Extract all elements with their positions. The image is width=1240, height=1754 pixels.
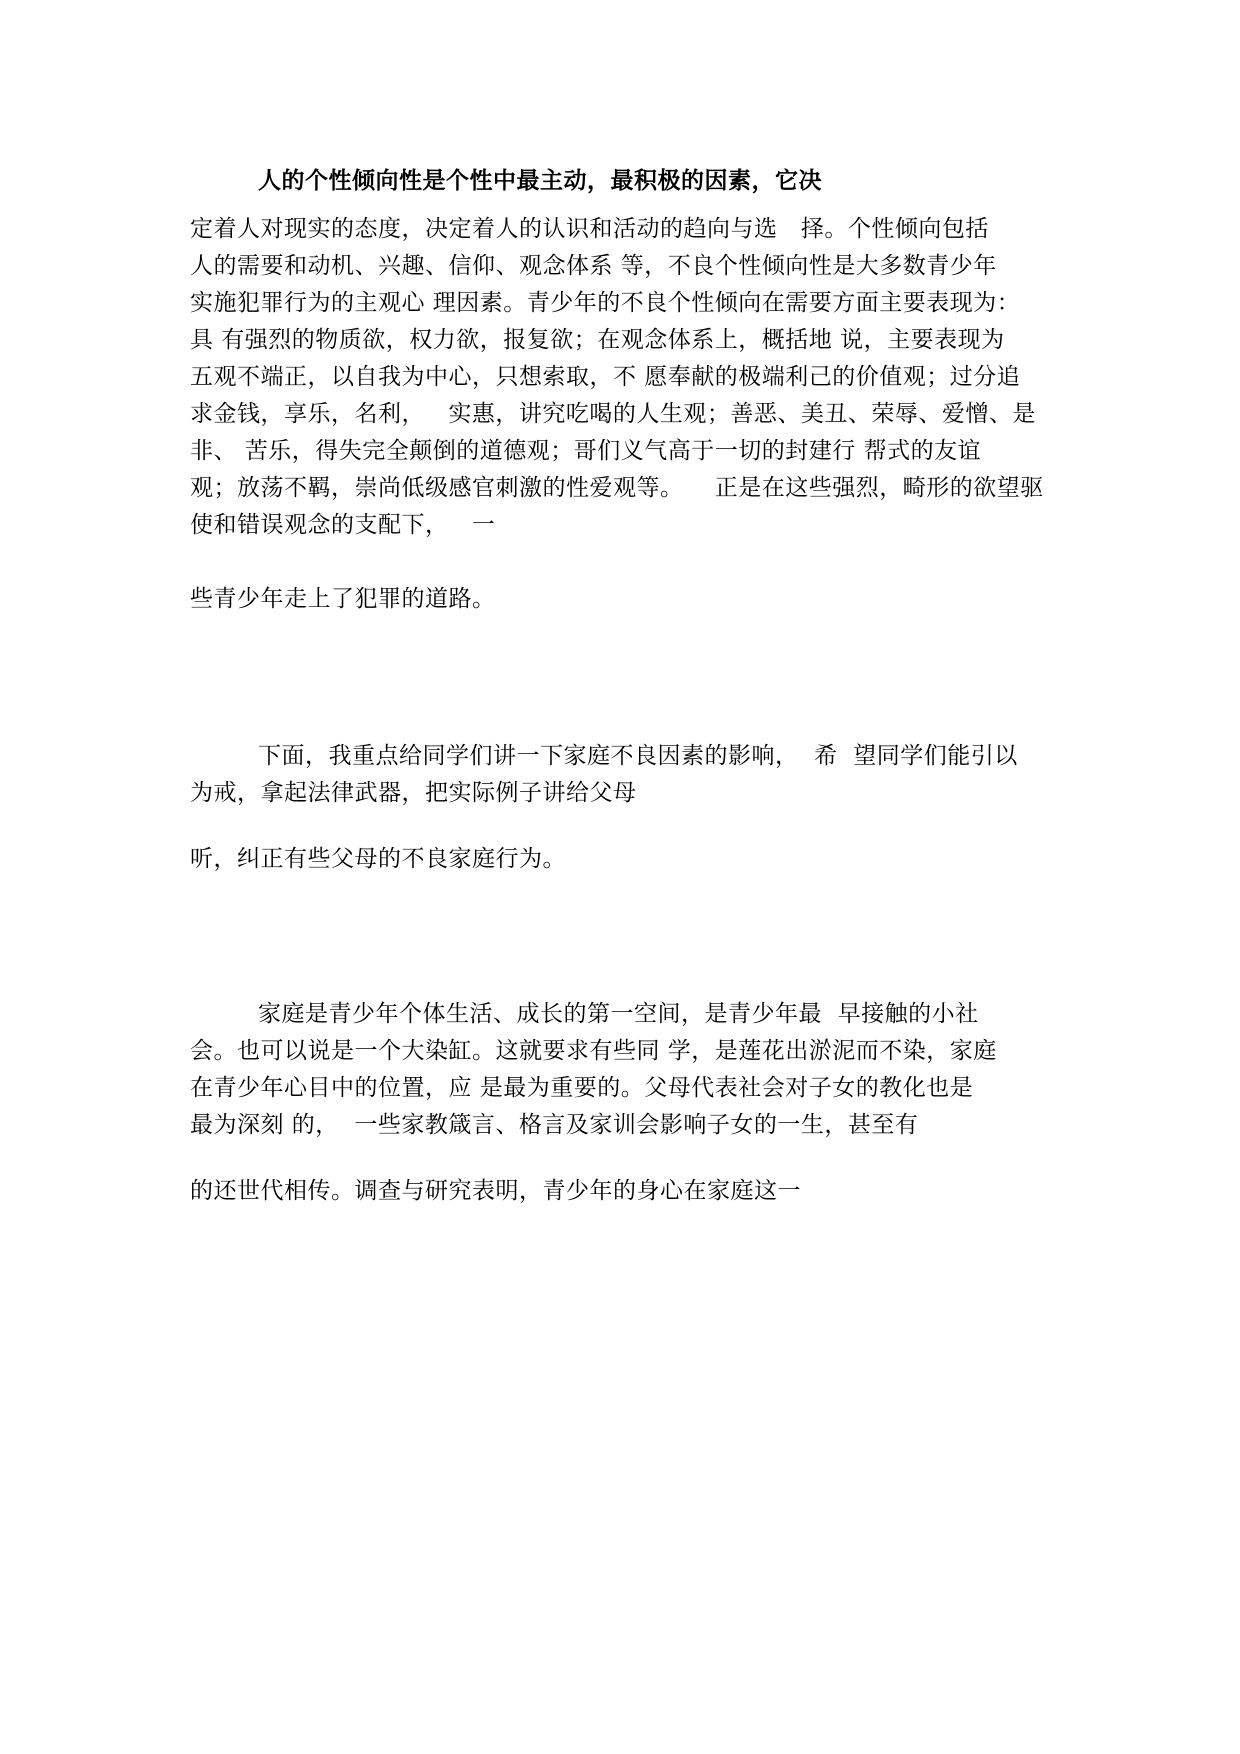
paragraph-line: 听，纠正有些父母的不良家庭行为。: [190, 846, 566, 872]
paragraph-line: 五观不端正，以自我为中心，只想索取，不 愿奉献的极端利己的价值观；过分追: [190, 364, 1021, 390]
paragraph-line: 观；放荡不羁，崇尚低级感官刺激的性爱观等。 正是在这些强烈，畸形的欲望驱: [190, 475, 1044, 501]
paragraph-line: 使和错误观念的支配下， 一: [190, 512, 496, 538]
paragraph-line: 实施犯罪行为的主观心 理因素。青少年的不良个性倾向在需要方面主要表现为：: [190, 290, 1021, 316]
paragraph-line: 会。也可以说是一个大染缸。这就要求有些同 学，是莲花出淤泥而不染，家庭: [190, 1038, 997, 1064]
paragraph-line: 为戒，拿起法律武器，把实际例子讲给父母: [190, 780, 637, 806]
paragraph-line: 定着人对现实的态度，决定着人的认识和活动的趋向与选 择。个性倾向包括: [190, 216, 989, 242]
paragraph-line: 在青少年心目中的位置，应 是最为重要的。父母代表社会对子女的教化也是: [190, 1075, 974, 1101]
paragraph-line: 些青少年走上了犯罪的道路。: [190, 586, 496, 612]
paragraph-line: 具 有强烈的物质欲，权力欲，报复欲；在观念体系上，概括地 说，主要表现为: [190, 327, 1005, 353]
paragraph-line: 求金钱，享乐，名利， 实惠，讲究吃喝的人生观；善恶、美丑、荣辱、爱憎、是: [190, 401, 1036, 427]
paragraph-line: 人的需要和动机、兴趣、信仰、观念体系 等，不良个性倾向性是大多数青少年: [190, 253, 997, 279]
paragraph-line: 下面，我重点给同学们讲一下家庭不良因素的影响， 希 望同学们能引以: [258, 743, 1018, 769]
paragraph-heading: 人的个性倾向性是个性中最主动，最积极的因素，它决: [258, 168, 822, 194]
paragraph-line: 家庭是青少年个体生活、成长的第一空间，是青少年最 早接触的小社: [258, 1001, 979, 1027]
paragraph-line: 最为深刻 的， 一些家教箴言、格言及家训会影响子女的一生，甚至有: [190, 1112, 919, 1138]
paragraph-line: 非、 苦乐，得失完全颠倒的道德观；哥们义气高于一切的封建行 帮式的友谊: [190, 438, 982, 464]
paragraph-line: 的还世代相传。调查与研究表明，青少年的身心在家庭这一: [190, 1178, 801, 1204]
